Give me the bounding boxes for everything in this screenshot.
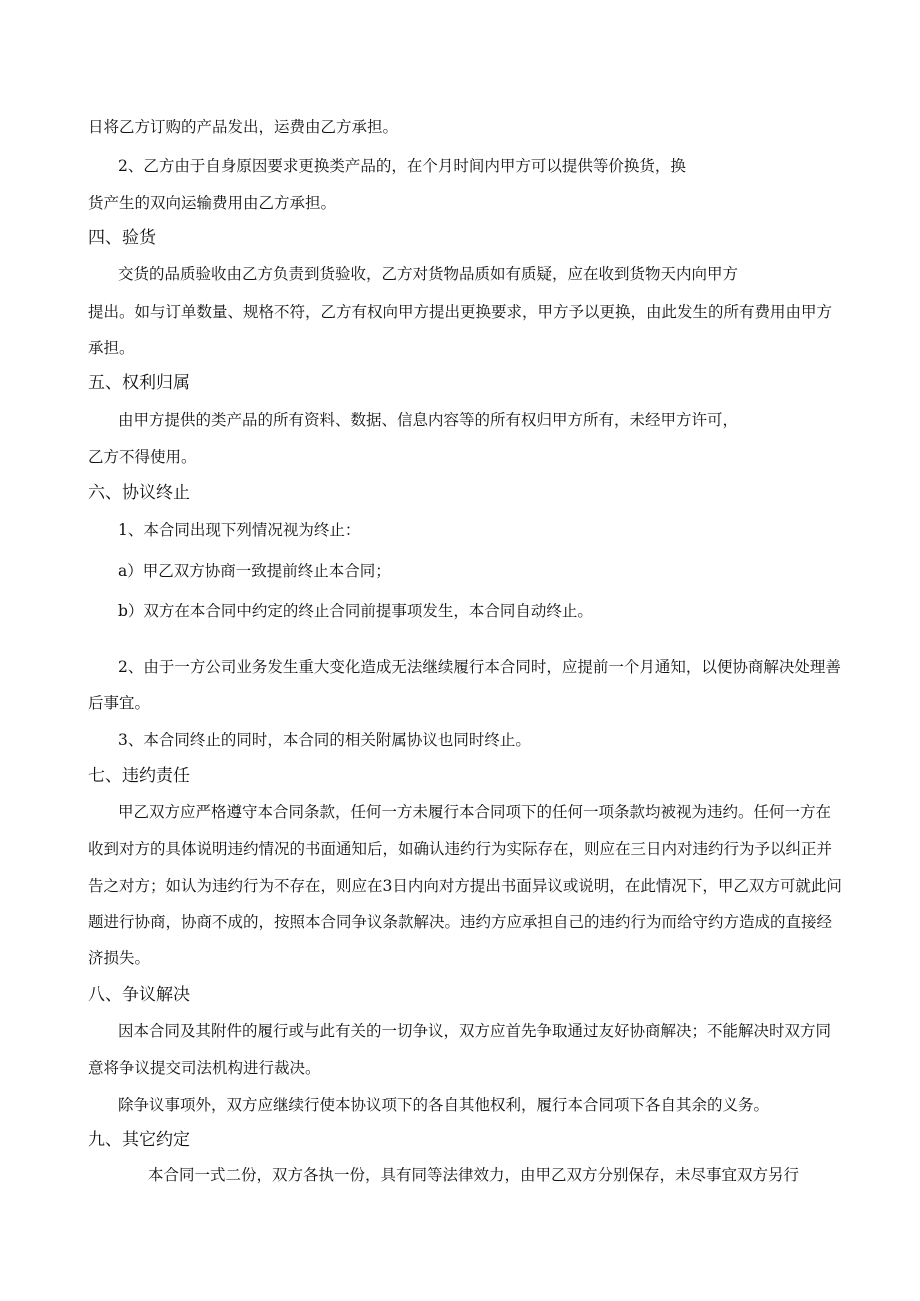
paragraph-line: 3、本合同终止的同时，本合同的相关附属协议也同时终止。 bbox=[118, 731, 531, 749]
paragraph-line: 告之对方；如认为违约行为不存在，则应在3日内向对方提出书面异议或说明，在此情况下，甲乙双方可就此问 bbox=[88, 877, 842, 895]
paragraph-line: a）甲乙双方协商一致提前终止本合同； bbox=[118, 562, 391, 580]
paragraph-line: 本合同一式二份，双方各执一份，具有同等法律效力，由甲乙双方分别保存，未尽事宜双方另行 bbox=[148, 1166, 800, 1184]
section-heading-inspection: 四、验货 bbox=[88, 228, 156, 248]
paragraph-line: 济损失。 bbox=[88, 949, 151, 967]
paragraph-line: 后事宜。 bbox=[88, 694, 151, 712]
paragraph-line: 意将争议提交司法机构进行裁决。 bbox=[88, 1059, 321, 1077]
paragraph-line: 1、本合同出现下列情况视为终止： bbox=[118, 521, 361, 539]
paragraph-line: 承担。 bbox=[88, 339, 135, 357]
section-heading-other: 九、其它约定 bbox=[88, 1130, 190, 1150]
section-heading-dispute: 八、争议解决 bbox=[88, 985, 190, 1005]
paragraph-line: 2、由于一方公司业务发生重大变化造成无法继续履行本合同时，应提前一个月通知，以便协商解决处理善 bbox=[118, 658, 841, 676]
paragraph-line: 交货的品质验收由乙方负责到货验收，乙方对货物品质如有质疑，应在收到货物天内向甲方 bbox=[118, 265, 739, 283]
paragraph-line: 由甲方提供的类产品的所有资料、数据、信息内容等的所有权归甲方所有，未经甲方许可， bbox=[118, 411, 739, 429]
paragraph-line: 因本合同及其附件的履行或与此有关的一切争议，双方应首先争取通过友好协商解决；不能解决时双方同 bbox=[118, 1022, 832, 1040]
section-heading-termination: 六、协议终止 bbox=[88, 483, 190, 503]
paragraph-line: b）双方在本合同中约定的终止合同前提事项发生，本合同自动终止。 bbox=[118, 602, 593, 620]
paragraph-line: 日将乙方订购的产品发出，运费由乙方承担。 bbox=[88, 118, 399, 136]
paragraph-line: 2、乙方由于自身原因要求更换类产品的，在个月时间内甲方可以提供等价换货，换 bbox=[118, 157, 686, 175]
paragraph-line: 甲乙双方应严格遵守本合同条款，任何一方未履行本合同项下的任何一项条款均被视为违约。任何一方在 bbox=[118, 803, 832, 821]
section-heading-breach: 七、违约责任 bbox=[88, 766, 190, 786]
paragraph-line: 题进行协商，协商不成的，按照本合同争议条款解决。违约方应承担自己的违约行为而给守约方造成的直接经 bbox=[88, 913, 833, 931]
paragraph-line: 乙方不得使用。 bbox=[88, 448, 197, 466]
section-heading-rights: 五、权利归属 bbox=[88, 373, 190, 393]
paragraph-line: 除争议事项外，双方应继续行使本协议项下的各自其他权利，履行本合同项下各自其余的义务。 bbox=[118, 1096, 770, 1114]
paragraph-line: 收到对方的具体说明违约情况的书面通知后，如确认违约行为实际存在，则应在三日内对违约行为予以纠正并 bbox=[88, 840, 833, 858]
paragraph-line: 货产生的双向运输费用由乙方承担。 bbox=[88, 194, 337, 212]
paragraph-line: 提出。如与订单数量、规格不符，乙方有权向甲方提出更换要求，甲方予以更换，由此发生的所有费用由甲方 bbox=[88, 303, 833, 321]
